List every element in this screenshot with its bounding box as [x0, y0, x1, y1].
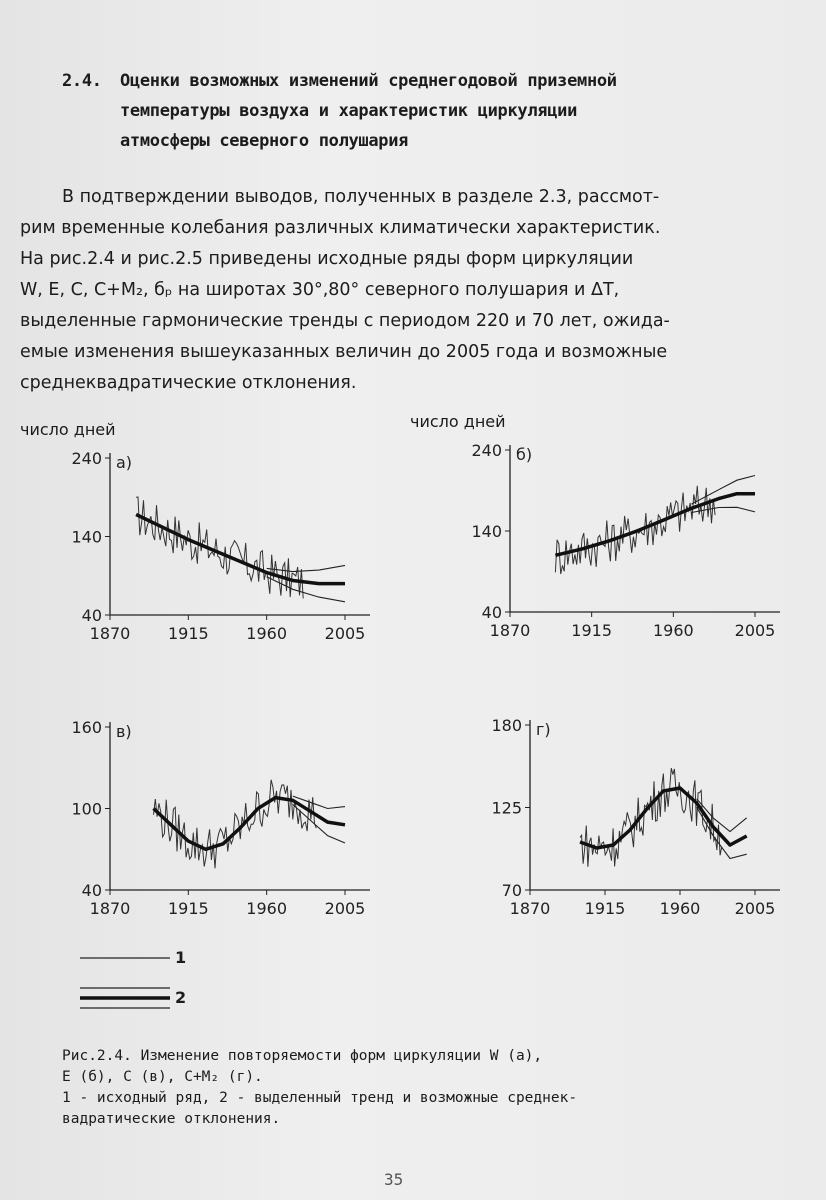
- caption-line: E (б), C (в), C+M₂ (г).: [62, 1069, 263, 1085]
- y-tick-label: 70: [501, 881, 522, 900]
- x-tick-label: 1870: [509, 899, 551, 918]
- y-tick-label: 40: [81, 606, 102, 625]
- body-line: В подтверждении выводов, полученных в разделе 2.3, рассмот-: [62, 187, 660, 207]
- chart-panel-d: [410, 710, 810, 934]
- y-tick-label: 140: [471, 522, 502, 541]
- x-tick-label: 1870: [89, 624, 131, 643]
- body-line: W, E, C, C+M₂, бₚ на широтах 30°,80° северного полушария и ΔT,: [20, 280, 620, 300]
- series-trend: [555, 494, 755, 556]
- deviation-upper: [692, 476, 756, 505]
- x-tick-label: 1915: [167, 624, 209, 643]
- legend-lines: [80, 950, 220, 1020]
- y-axis-label-left: число дней: [20, 420, 116, 439]
- legend-label-1: 1: [175, 948, 187, 967]
- x-tick-label: 2005: [734, 621, 776, 640]
- body-line: рим временные колебания различных климатически характеристик.: [20, 218, 661, 238]
- section-title-line-1: Оценки возможных изменений среднегодовой приземной: [120, 71, 617, 91]
- body-line: среднеквадратические отклонения.: [20, 373, 357, 393]
- chart-c: [0, 715, 400, 935]
- x-tick-label: 2005: [734, 899, 776, 918]
- series-original: [154, 780, 317, 869]
- y-tick-label: 240: [71, 449, 102, 468]
- series-original: [136, 497, 303, 599]
- x-tick-label: 1960: [246, 899, 288, 918]
- x-tick-label: 1915: [571, 621, 613, 640]
- x-tick-label: 2005: [324, 624, 366, 643]
- x-tick-label: 1870: [89, 899, 131, 918]
- x-tick-label: 1960: [246, 624, 288, 643]
- x-tick-label: 1870: [489, 621, 531, 640]
- chart-panel-c: [0, 715, 400, 939]
- x-tick-label: 1960: [659, 899, 701, 918]
- series-trend: [580, 788, 747, 848]
- body-line: емые изменения вышеуказанных величин до 2005 года и возможные: [20, 342, 668, 362]
- y-tick-label: 125: [491, 798, 522, 818]
- panel-label: г): [536, 720, 551, 739]
- page-number: 35: [384, 1170, 404, 1189]
- x-tick-label: 2005: [324, 899, 366, 918]
- section-number: 2.4.: [62, 71, 102, 91]
- legend-label-2: 2: [175, 988, 187, 1007]
- body-line: На рис.2.4 и рис.2.5 приведены исходные ряды форм циркуляции: [20, 249, 634, 269]
- panel-label: а): [116, 453, 133, 472]
- y-tick-label: 100: [71, 799, 102, 819]
- caption-line: 1 - исходный ряд, 2 - выделенный тренд и возможные среднек-: [62, 1090, 578, 1106]
- y-tick-label: 180: [491, 716, 522, 735]
- legend: [80, 950, 220, 1020]
- body-paragraph: [20, 182, 760, 399]
- deviation-upper: [267, 565, 345, 571]
- x-tick-label: 1960: [652, 621, 694, 640]
- chart-d: [410, 710, 810, 930]
- x-tick-label: 1915: [167, 899, 209, 918]
- caption-line: вадратические отклонения.: [62, 1111, 281, 1127]
- figure-caption: [62, 1046, 782, 1130]
- y-axis-label-right: число дней: [410, 412, 506, 431]
- y-tick-label: 240: [471, 441, 502, 460]
- y-tick-label: 140: [71, 527, 102, 547]
- chart-panel-b: [410, 432, 810, 656]
- chart-b: [410, 432, 810, 652]
- chart-panel-a: [0, 440, 400, 664]
- x-tick-label: 1915: [584, 899, 626, 918]
- y-tick-label: 40: [481, 603, 502, 622]
- series-original: [580, 768, 722, 867]
- panel-label: в): [116, 722, 132, 741]
- section-title-line-2: температуры воздуха и характеристик циркуляции: [120, 101, 578, 121]
- chart-a: [0, 440, 400, 660]
- section-heading: [62, 66, 762, 156]
- body-line: выделенные гармонические тренды с периодом 220 и 70 лет, ожида-: [20, 311, 670, 331]
- panel-label: б): [516, 445, 533, 464]
- y-tick-label: 40: [81, 881, 102, 900]
- section-title-line-3: атмосферы северного полушария: [120, 131, 409, 151]
- series-trend: [154, 798, 346, 850]
- y-tick-label: 160: [71, 718, 102, 737]
- caption-line: Рис.2.4. Изменение повторяемости форм циркуляции W (а),: [62, 1048, 543, 1064]
